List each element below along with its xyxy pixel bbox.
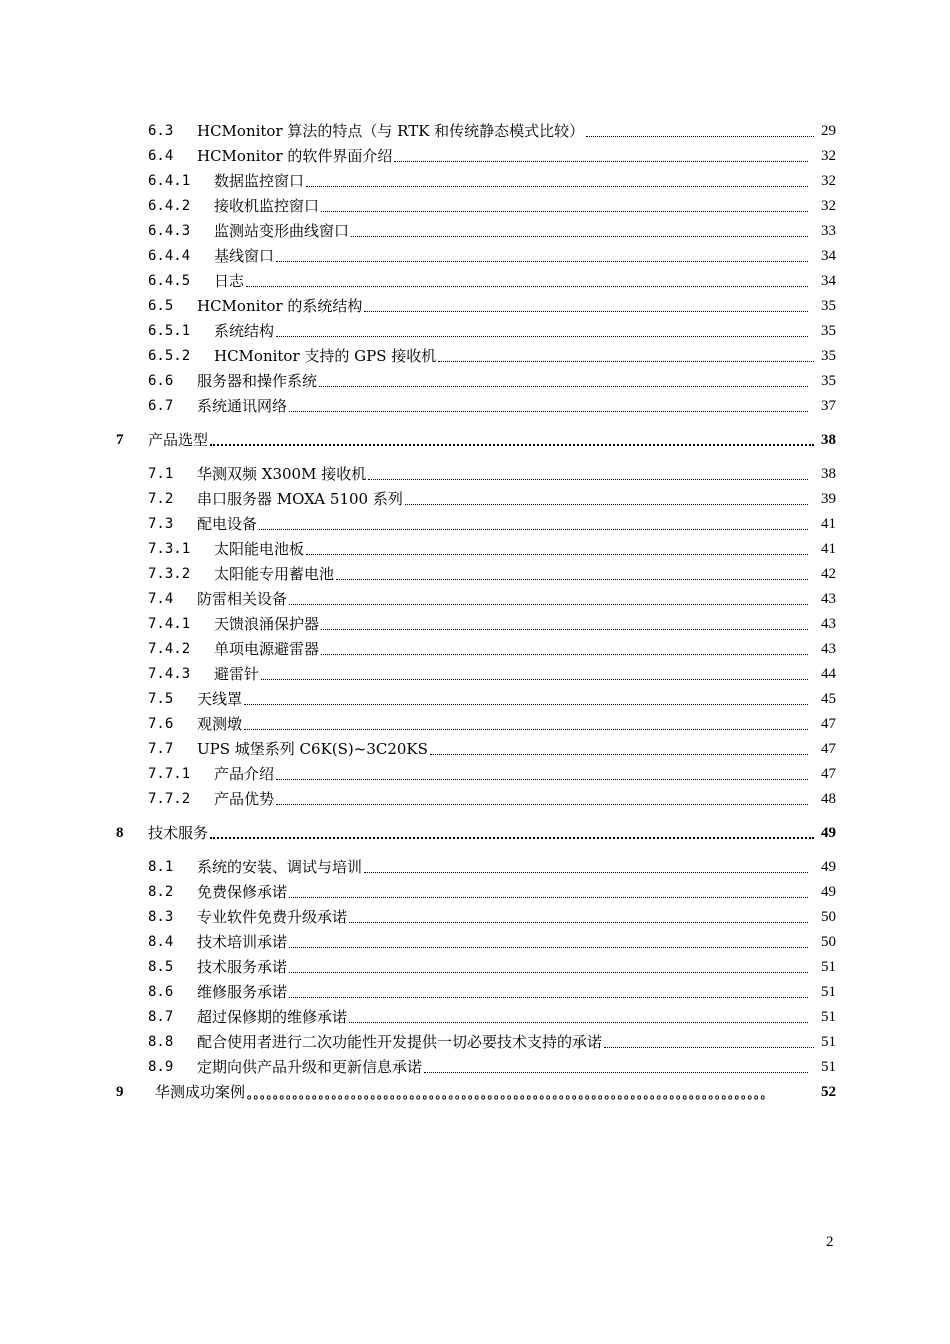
toc-leader-dots	[210, 837, 814, 839]
toc-entry-title: 监测站变形曲线窗口	[214, 222, 350, 240]
toc-entry-title: 免费保修承诺	[197, 883, 288, 901]
toc-entry-number: 6.4.2	[148, 198, 191, 214]
toc-leader-dots	[289, 897, 808, 898]
toc-entry-title: 产品介绍	[214, 765, 275, 783]
toc-entry-page: 32	[821, 148, 836, 164]
toc-entry-page: 48	[821, 791, 836, 807]
toc-entry-row[interactable]	[0, 393, 950, 415]
toc-entry-row[interactable]	[0, 979, 950, 1001]
toc-entry-page: 38	[821, 432, 836, 448]
toc-entry-title: HCMonitor 的软件界面介绍	[197, 147, 393, 165]
toc-entry-row[interactable]	[0, 561, 950, 583]
toc-entry-row[interactable]	[0, 736, 950, 758]
toc-entry-title: 系统的安装、调试与培训	[197, 858, 363, 876]
toc-entry-number: 6.4.1	[148, 173, 191, 189]
toc-entry-number: 7.4.1	[148, 616, 191, 632]
toc-leader-dots	[261, 679, 808, 680]
toc-leader-dots	[246, 286, 808, 287]
toc-entry-row[interactable]	[0, 511, 950, 533]
toc-entry-row[interactable]	[0, 268, 950, 290]
toc-entry-title: 接收机监控窗口	[214, 197, 320, 215]
toc-leader-dots	[306, 554, 808, 555]
toc-entry-row[interactable]	[0, 193, 950, 215]
toc-entry-number: 8.6	[148, 984, 174, 1000]
toc-entry-title: 服务器和操作系统	[197, 372, 318, 390]
toc-entry-page: 47	[821, 716, 836, 732]
toc-entry-page: 51	[821, 1009, 836, 1025]
toc-entry-page: 29	[821, 123, 836, 139]
toc-entry-number: 7.5	[148, 691, 174, 707]
toc-entry-row[interactable]	[0, 218, 950, 240]
toc-entry-page: 41	[821, 516, 836, 532]
toc-entry-title: 维修服务承诺	[197, 983, 288, 1001]
toc-entry-page: 38	[821, 466, 836, 482]
toc-entry-row[interactable]	[0, 904, 950, 926]
toc-entry-row[interactable]	[0, 343, 950, 365]
toc-entry-page: 41	[821, 541, 836, 557]
toc-entry-page: 34	[821, 273, 836, 289]
toc-leader-dots	[276, 336, 808, 337]
toc-entry-row[interactable]	[0, 1029, 950, 1051]
toc-entry-number: 6.4.4	[148, 248, 191, 264]
toc-entry-number: 7.7.1	[148, 766, 191, 782]
toc-leader-dots	[289, 997, 808, 998]
toc-entry-number: 8.7	[148, 1009, 174, 1025]
toc-leader-dots	[244, 704, 808, 705]
toc-leader-dots	[424, 1072, 808, 1073]
toc-entry-title: 数据监控窗口	[214, 172, 305, 190]
toc-entry-title: 技术服务承诺	[197, 958, 288, 976]
toc-entry-row[interactable]	[0, 143, 950, 165]
toc-entry-number: 7.4.3	[148, 666, 191, 682]
toc-entry-number: 9	[116, 1084, 124, 1100]
toc-entry-page: 43	[821, 591, 836, 607]
toc-entry-title: HCMonitor 的系统结构	[197, 297, 363, 315]
toc-entry-row[interactable]	[0, 761, 950, 783]
toc-entry-title: 配合使用者进行二次功能性开发提供一切必要技术支持的承诺	[197, 1033, 603, 1051]
toc-entry-row[interactable]	[0, 854, 950, 876]
toc-leader-dots	[289, 411, 808, 412]
toc-entry-number: 6.5.1	[148, 323, 191, 339]
toc-entry-title: 华测成功案例	[155, 1083, 246, 1101]
toc-entry-page: 51	[821, 959, 836, 975]
toc-leader-dots	[276, 779, 808, 780]
toc-entry-number: 8.1	[148, 859, 174, 875]
toc-entry-title: HCMonitor 支持的 GPS 接收机	[214, 347, 437, 365]
toc-entry-row[interactable]	[0, 293, 950, 315]
toc-chapter-row[interactable]	[0, 427, 950, 449]
toc-entry-title: 单项电源避雷器	[214, 640, 320, 658]
toc-leader-dots	[321, 654, 808, 655]
toc-entry-page: 42	[821, 566, 836, 582]
toc-entry-number: 6.5	[148, 298, 174, 314]
toc-entry-number: 7.7.2	[148, 791, 191, 807]
toc-leader-dots: 。。。。。。。。。。。。。。。。。。。。。。。。。。。。。。。。。。。。。。。。。。。。。。。。。。。。。。。。。。。。。。。。。。。。。。。。。。。。。。。。	[247, 1087, 774, 1101]
toc-entry-title: 专业软件免费升级承诺	[197, 908, 348, 926]
toc-entry-page: 35	[821, 373, 836, 389]
toc-entry-number: 6.3	[148, 123, 174, 139]
toc-entry-row[interactable]	[0, 661, 950, 683]
toc-entry-number: 8.2	[148, 884, 174, 900]
toc-entry-row[interactable]	[0, 686, 950, 708]
toc-entry-title: 系统通讯网络	[197, 397, 288, 415]
toc-entry-number: 8.5	[148, 959, 174, 975]
toc-entry-page: 51	[821, 984, 836, 1000]
toc-leader-dots	[349, 1022, 808, 1023]
toc-entry-title: 产品优势	[214, 790, 275, 808]
toc-entry-number: 7.3.1	[148, 541, 191, 557]
toc-leader-dots	[394, 161, 808, 162]
toc-leader-dots	[276, 804, 808, 805]
toc-entry-page: 49	[821, 884, 836, 900]
toc-entry-title: 配电设备	[197, 515, 258, 533]
toc-entry-number: 8.3	[148, 909, 174, 925]
toc-entry-title: 串口服务器 MOXA 5100 系列	[197, 490, 403, 508]
toc-leader-dots	[336, 579, 808, 580]
toc-entry-number: 8.8	[148, 1034, 174, 1050]
toc-entry-page: 39	[821, 491, 836, 507]
toc-leader-dots	[210, 444, 814, 446]
toc-entry-title: 天线罩	[197, 690, 243, 708]
toc-entry-title: 观测墩	[197, 715, 243, 733]
toc-entry-row[interactable]	[0, 243, 950, 265]
toc-entry-number: 7.1	[148, 466, 174, 482]
toc-leader-dots	[349, 922, 808, 923]
toc-leader-dots	[368, 479, 808, 480]
toc-entry-page: 35	[821, 323, 836, 339]
toc-entry-number: 6.4.5	[148, 273, 191, 289]
toc-entry-number: 6.7	[148, 398, 174, 414]
toc-entry-page: 37	[821, 398, 836, 414]
toc-entry-number: 6.4.3	[148, 223, 191, 239]
toc-leader-dots	[289, 604, 808, 605]
toc-entry-row[interactable]	[0, 611, 950, 633]
toc-leader-dots	[276, 261, 808, 262]
toc-entry-row[interactable]	[0, 1054, 950, 1076]
toc-entry-number: 7.6	[148, 716, 174, 732]
toc-entry-number: 7.3.2	[148, 566, 191, 582]
toc-entry-page: 34	[821, 248, 836, 264]
toc-chapter-row[interactable]	[0, 820, 950, 842]
toc-entry-title: HCMonitor 算法的特点（与 RTK 和传统静态模式比较）	[197, 122, 585, 140]
toc-entry-row[interactable]	[0, 461, 950, 483]
toc-entry-title: 技术培训承诺	[197, 933, 288, 951]
toc-entry-row[interactable]	[0, 586, 950, 608]
toc-entry-page: 43	[821, 641, 836, 657]
toc-entry-row[interactable]	[0, 486, 950, 508]
toc-entry-number: 7	[116, 432, 124, 448]
toc-entry-row[interactable]	[0, 786, 950, 808]
toc-leader-dots	[351, 236, 808, 237]
toc-entry-title: 日志	[214, 272, 245, 290]
toc-entry-title: 避雷针	[214, 665, 260, 683]
toc-entry-page: 51	[821, 1034, 836, 1050]
toc-entry-row[interactable]	[0, 368, 950, 390]
toc-leader-dots	[604, 1047, 814, 1048]
toc-entry-page: 44	[821, 666, 836, 682]
toc-leader-dots	[289, 947, 808, 948]
toc-leader-dots	[438, 361, 814, 362]
toc-entry-page: 32	[821, 198, 836, 214]
toc-entry-title: 天馈浪涌保护器	[214, 615, 320, 633]
toc-entry-page: 47	[821, 766, 836, 782]
toc-entry-number: 7.4.2	[148, 641, 191, 657]
toc-entry-title: 太阳能专用蓄电池	[214, 565, 335, 583]
toc-entry-row[interactable]	[0, 711, 950, 733]
toc-entry-row[interactable]	[0, 318, 950, 340]
toc-leader-dots	[321, 629, 808, 630]
toc-entry-row[interactable]	[0, 536, 950, 558]
toc-entry-number: 8.4	[148, 934, 174, 950]
toc-entry-title: 基线窗口	[214, 247, 275, 265]
toc-entry-row[interactable]	[0, 118, 950, 140]
toc-entry-title: 太阳能电池板	[214, 540, 305, 558]
toc-entry-row[interactable]	[0, 879, 950, 901]
toc-entry-title: UPS 城堡系列 C6K(S)~3C20KS	[197, 740, 428, 758]
toc-entry-page: 32	[821, 173, 836, 189]
toc-leader-dots	[364, 872, 808, 873]
toc-leader-dots	[289, 972, 808, 973]
toc-entry-title: 系统结构	[214, 322, 275, 340]
toc-entry-row[interactable]	[0, 636, 950, 658]
toc-entry-title: 产品选型	[148, 431, 209, 449]
toc-entry-page: 52	[821, 1084, 836, 1100]
toc-entry-row[interactable]	[0, 1004, 950, 1026]
toc-entry-page: 43	[821, 616, 836, 632]
toc-entry-page: 50	[821, 909, 836, 925]
toc-entry-title: 技术服务	[148, 824, 209, 842]
toc-entry-page: 51	[821, 1059, 836, 1075]
toc-leader-dots	[259, 529, 808, 530]
toc-entry-page: 35	[821, 298, 836, 314]
toc-leader-dots	[405, 504, 808, 505]
toc-entry-number: 6.4	[148, 148, 174, 164]
toc-chapter-row[interactable]	[0, 1079, 950, 1101]
toc-entry-title: 防雷相关设备	[197, 590, 288, 608]
toc-leader-dots	[364, 311, 808, 312]
toc-entry-page: 47	[821, 741, 836, 757]
toc-leader-dots	[430, 754, 808, 755]
toc-entry-number: 6.5.2	[148, 348, 191, 364]
toc-entry-row[interactable]	[0, 954, 950, 976]
toc-leader-dots	[244, 729, 808, 730]
toc-entry-row[interactable]	[0, 168, 950, 190]
toc-entry-number: 8	[116, 825, 124, 841]
toc-leader-dots	[321, 211, 808, 212]
toc-entry-page: 49	[821, 825, 836, 841]
toc-entry-row[interactable]	[0, 929, 950, 951]
toc-entry-page: 33	[821, 223, 836, 239]
page-number: 2	[826, 1234, 834, 1250]
toc-entry-page: 35	[821, 348, 836, 364]
toc-entry-title: 定期向供产品升级和更新信息承诺	[197, 1058, 423, 1076]
toc-entry-number: 8.9	[148, 1059, 174, 1075]
toc-entry-number: 7.3	[148, 516, 174, 532]
toc-entry-page: 49	[821, 859, 836, 875]
toc-entry-title: 华测双频 X300M 接收机	[197, 465, 367, 483]
toc-leader-dots	[586, 136, 814, 137]
toc-leader-dots	[306, 186, 808, 187]
toc-entry-number: 6.6	[148, 373, 174, 389]
toc-entry-number: 7.2	[148, 491, 174, 507]
toc-entry-number: 7.4	[148, 591, 174, 607]
toc-entry-title: 超过保修期的维修承诺	[197, 1008, 348, 1026]
toc-entry-number: 7.7	[148, 741, 174, 757]
toc-leader-dots	[319, 386, 808, 387]
toc-entry-page: 45	[821, 691, 836, 707]
toc-entry-page: 50	[821, 934, 836, 950]
